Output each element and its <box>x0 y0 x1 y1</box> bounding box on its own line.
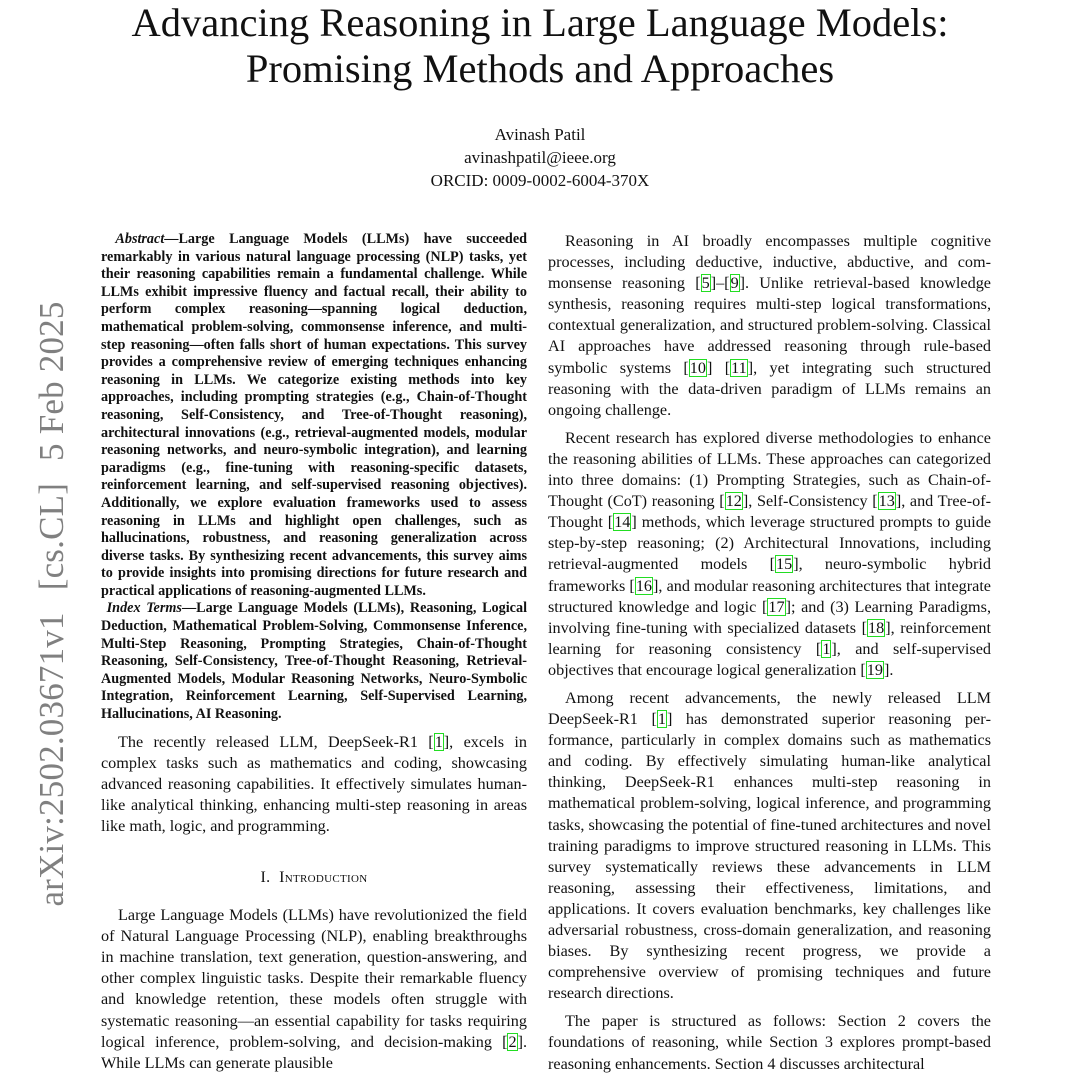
paragraph-text: ], reinforcement learning for reasoning consistency [ <box>548 618 991 658</box>
paragraph-text: Recent research has explored diverse methodologies to enhance the reasoning abilities of LLMs. These approaches can categorized into three domains: (1) Prompting Strategies, such as Chain-of-Thought (CoT) reasoning [ <box>548 428 991 511</box>
index-terms: Index Terms—Large Language Models (LLMs), Reasoning, Logical Deduction, Mathematical Problem-Solving, Commonsense Inference, Multi-Step Reasoning, Prompting Strategies, Chain-of-Thought Reasoning, Self-Consistency, Tree-of-Thought Reasoning, Retrieval-Augmented Models, Modular Reasoning Networks, Neuro-Symbolic Integration, Reinforcement Learning, Self-Supervised Learning, Hallucinations, AI Reasoning. <box>101 600 528 723</box>
citation-link[interactable]: 2 <box>508 1032 517 1051</box>
citation-link[interactable]: 12 <box>725 492 742 511</box>
abstract-text: Large Language Models (LLMs) have succeeded remarkably in various natural language processing (NLP) tasks, yet their reasoning capabilities remain a fundamental challenge. While LLMs exhibit impressive fluency and factual recall, their ability to perform complex reasoning—spanning logical deduction, mathematical problem-solving, commonsense inference, and multi-step reasoning—often falls short of human expectations. This survey provides a comprehensive review of emerging techniques enhancing reasoning in LLMs. We categorize existing methods into key approaches, including prompting strategies (e.g., Chain-of-Thought reasoning, Self-Consistency, and Tree-of-Thought reasoning), architectural innovations (e.g., retrieval-augmented models, modular reasoning networks, and neuro-symbolic integration), and learning paradigms (e.g., fine-tuning with reasoning-specific datasets, reinforcement learning, and self-supervised reasoning objectives). Additionally, we explore evaluation frameworks used to assess reasoning in LLMs and highlight open challenges, such as hallucinations, robustness, and reasoning generalization across diverse tasks. By synthesizing recent advancements, this survey aims to provide insights into promising directions for future research and practical applications of reasoning-augmented LLMs. <box>101 231 528 599</box>
author-orcid: ORCID: 0009-0002-6004-370X <box>430 171 650 190</box>
index-terms-text: Large Language Models (LLMs), Reasoning, Logical Deduction, Mathematical Problem-Solving, Commonsense Inference, Multi-Step Reasoning, Prompting Strategies, Chain-of-Thought Reasoning, Self-Consistency, Tree-of-Thought Reasoning, Retrieval-Augmented Models, Modular Reasoning Networks, Neuro-Symbolic Integration, Reinforcement Learning, Self-Supervised Learning, Hallucinations, AI Reasoning. <box>101 600 528 723</box>
paragraph-text: Among recent advancements, the newly released LLM DeepSeek-R1 [ <box>548 688 991 729</box>
title-line-2: Promising Methods and Approaches <box>245 46 835 91</box>
paragraph-recent-research <box>548 428 991 681</box>
paragraph-text: ]–[ <box>710 274 730 293</box>
paragraph-text: The paper is structured as follows: Section 2 covers the foundations of reasoning, while Section 3 explores prompt-based reasoning enhancements. Section 4 discusses architectural <box>548 1012 991 1073</box>
arxiv-id: arXiv:2502.03671v1 <box>32 612 71 907</box>
citation-link[interactable]: 11 <box>731 358 747 377</box>
paragraph-text: ]; and (3) Learning Paradigms, involving fine-tuning with specialized datasets [ <box>548 597 991 637</box>
right-column <box>548 231 991 1075</box>
paragraph-text: ], and modular reasoning architectures that integrate structured knowledge and logic [ <box>548 576 991 616</box>
intro-summary-paragraph: The recently released LLM, DeepSeek-R1 [1], excels in complex tasks such as mathematics and coding, showcasing advanced reasoning capabilities. It effectively simulates human-like analytical thinking, enhancing multi-step reasoning in areas like math, logic, and programming. <box>101 732 527 835</box>
paragraph-paper-structure <box>548 1011 991 1074</box>
paragraph-text: ], neuro-symbolic hybrid frameworks [ <box>548 555 991 595</box>
section-heading-introduction <box>101 869 527 887</box>
citation-link[interactable]: 1 <box>434 732 443 751</box>
citation-link[interactable]: 16 <box>635 576 653 595</box>
left-column <box>101 231 527 1074</box>
abstract: Abstract—Large Language Models (LLMs) have succeeded remarkably in various natural language processing (NLP) tasks, yet their reasoning capabilities remain a fundamental challenge. While LLMs exhibit impressive fluency and factual recall, their ability to perform complex reasoning—spanning logical deduction, mathematical problem-solving, commonsense inference, and multi-step reasoning—often falls short of human expectations. This survey provides a comprehensive review of emerging techniques enhancing reasoning in LLMs. We categorize existing methods into key approaches, including prompting strategies (e.g., Chain-of-Thought reasoning, Self-Consistency, and Tree-of-Thought reasoning), architectural innovations (e.g., retrieval-augmented models, modular reasoning networks, and neuro-symbolic integration), and learning paradigms (e.g., fine-tuning with reasoning-specific datasets, reinforcement learning, and self-supervised reasoning objectives). Additionally, we explore evaluation frameworks used to assess reasoning in LLMs and highlight open challenges, such as hallucinations, robustness, and reasoning generalization across diverse tasks. By synthesizing recent advancements, this survey aims to provide insights into promising directions for future research and practical applications of reasoning-augmented LLMs. <box>101 231 528 599</box>
paragraph-text: ], Self-Consistency [ <box>742 492 878 511</box>
citation-link[interactable]: 14 <box>614 513 631 532</box>
paragraph-text: ]. <box>883 660 894 679</box>
citation-link[interactable]: 1 <box>657 710 666 729</box>
index-terms-label: Index Terms <box>106 600 182 617</box>
paragraph-text: ] has demonstrated superior reasoning performance, particularly in complex domains such as mathematics and coding. By effectively simulating human-like analytical thinking, DeepSeek-R1 enhances multi-step reasoning in mathematical problem-solving, logical inference, and programming tasks, showcasing the potential of fine-tuned architectures and novel training paradigms to improve structured reasoning in LLMs. This survey systematically reviews these advancements in LLM reasoning, assessing their effectiveness, limitations, and applications. It covers evaluation benchmarks, key challenges like adversarial robustness, cross-domain generalization, and reasoning biases. By synthesizing recent progress, we provide a comprehensive overview of promising techniques and future research directions. <box>548 710 991 1003</box>
paragraph-text: ], and self-supervised objectives that encourage logical generalization [ <box>548 639 991 679</box>
citation-link[interactable]: 10 <box>689 358 706 377</box>
arxiv-category: [cs.CL] <box>32 482 71 591</box>
paragraph-recent-advancements <box>548 688 991 1004</box>
citation-link[interactable]: 1 <box>822 639 831 658</box>
citation-link[interactable]: 15 <box>776 555 793 574</box>
paragraph-text: ], and Tree-of-Thought [ <box>548 492 991 532</box>
introduction-paragraph: Large Language Models (LLMs) have revolutionized the field of Natural Language Processing (NLP), enabling breakthroughs in machine translation, text generation, question-answering, and other complex linguistic tasks. Despite their remarkable fluency and knowledge retention, these models often struggle with systematic reasoning—an essential capability for tasks requiring logical inference, problem-solving, and decision-making [2]. While LLMs can generate plausible <box>101 906 527 1072</box>
paragraph-text: ] methods, which leverage structured prompts to guide step-by-step reasoning; (2) Architectural Innovations, including retrieval-augmented models [ <box>548 513 992 574</box>
title-line-1: Advancing Reasoning in Large Language Models: <box>131 0 949 45</box>
paragraph-text: Reasoning in AI broadly encompasses multiple cognitive processes, including deductive, inductive, abductive, and commonsense reasoning [ <box>548 232 991 293</box>
paragraph-reasoning-in-ai <box>548 231 991 421</box>
paper-title <box>0 0 1080 92</box>
section-title: Introduction <box>279 869 368 887</box>
citation-link[interactable]: 17 <box>768 597 785 616</box>
citation-link[interactable]: 9 <box>730 274 739 293</box>
citation-link[interactable]: 18 <box>868 618 885 637</box>
author-block <box>0 123 1080 192</box>
author-email: avinashpatil@ieee.org <box>464 148 616 167</box>
arxiv-stamp <box>32 279 72 906</box>
paragraph-text: ], yet integrating such structured reasoning with the data-driven paradigm of LLMs remains an ongoing challenge. <box>548 358 991 419</box>
author-name: Avinash Patil <box>494 125 586 144</box>
arxiv-date: 5 Feb 2025 <box>32 301 71 461</box>
abstract-label: Abstract <box>115 231 165 247</box>
paragraph-text: ] [ <box>706 358 731 377</box>
paragraph-text: ]. Unlike retrieval-based knowledge synthesis, reasoning requires multi-step logical transformations, contextual generalization, and structured problem-solving. Classical AI approaches have addressed reasoning through rule-based symbolic systems [ <box>548 274 991 377</box>
citation-link[interactable]: 19 <box>866 660 883 679</box>
citation-link[interactable]: 13 <box>878 492 895 511</box>
section-number: I. <box>260 869 271 887</box>
citation-link[interactable]: 5 <box>701 274 710 293</box>
